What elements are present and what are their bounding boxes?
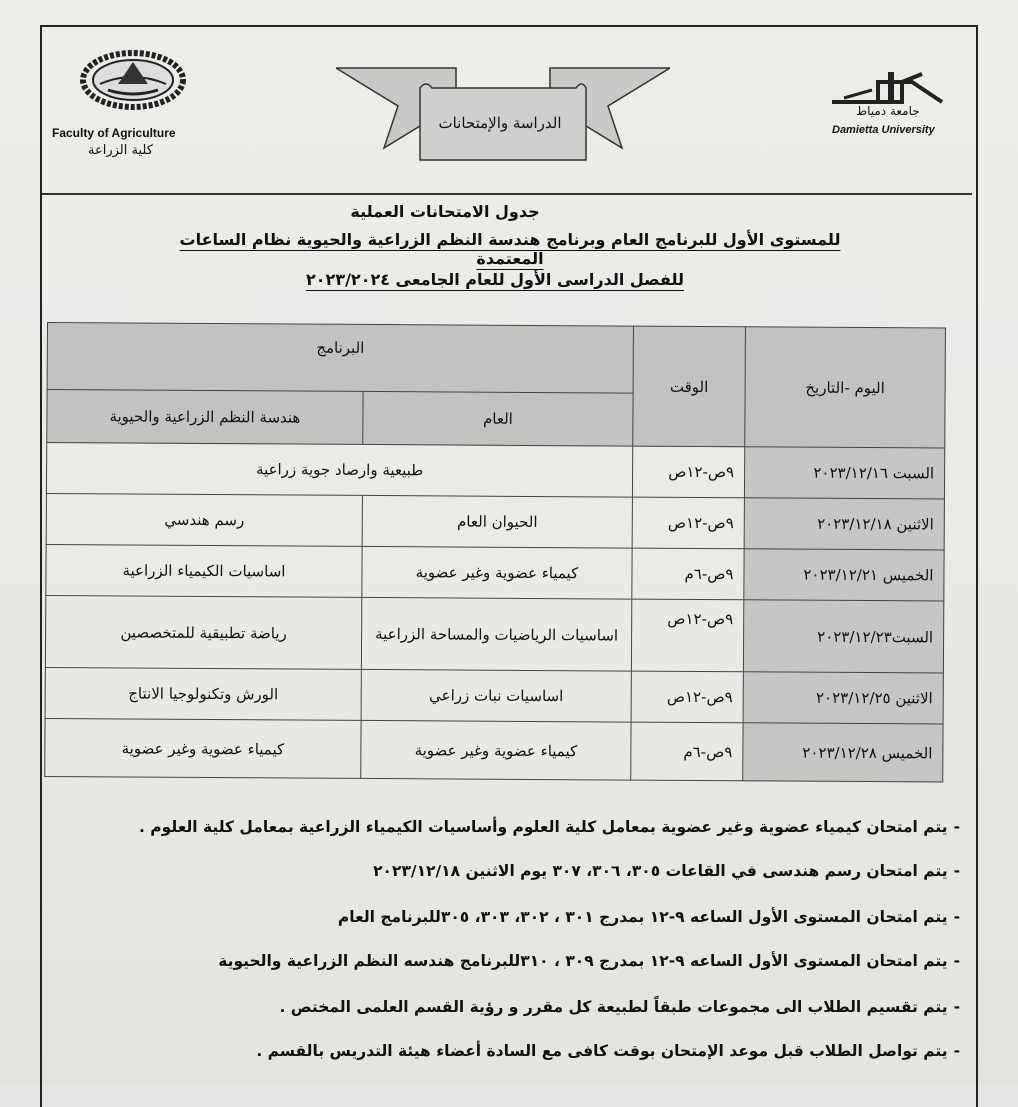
table-row	[46, 493, 944, 549]
note-item: -يتم امتحان المستوى الأول الساعه ٩-١٢ بمدرج ٣٠١ ، ٣٠٢، ٣٠٣، ٣٠٥للبرنامج العام	[337, 908, 960, 926]
date-cell: الخميس ٢٠٢٣/١٢/٢٨	[743, 723, 943, 782]
header-time: الوقت	[633, 326, 746, 447]
engineering-course-cell: اساسيات الكيمياء الزراعية	[46, 544, 362, 597]
header-divider	[42, 193, 972, 195]
note-item: -يتم تواصل الطلاب قبل موعد الإمتحان بوقت كافى مع السادة أعضاء هيئة التدريس بالقسم .	[256, 1042, 960, 1060]
university-name-en: Damietta University	[832, 124, 935, 136]
general-course-cell: اساسيات نبات زراعي	[361, 669, 631, 722]
general-course-cell: كيمياء عضوية وغير عضوية	[361, 720, 631, 780]
note-text: يتم امتحان رسم هندسى في القاعات ٣٠٥، ٣٠٦، ٣٠٧ يوم الاثنين ٢٠٢٣/١٢/١٨	[373, 862, 948, 880]
date-cell: السبت ٢٠٢٣/١٢/١٦	[744, 447, 944, 499]
time-cell: ٩ص-٦م	[632, 548, 744, 600]
engineering-course-cell: رسم هندسي	[46, 493, 362, 546]
schedule-subtitle: للمستوى الأول للبرنامج العام وبرنامج هندسة النظم الزراعية والحيوية نظام الساعات المعتمدة	[179, 230, 841, 268]
table-row	[45, 667, 943, 723]
note-item: -يتم امتحان رسم هندسى في القاعات ٣٠٥، ٣٠٦، ٣٠٧ يوم الاثنين ٢٠٢٣/١٢/١٨	[373, 862, 960, 880]
faculty-emblem-icon	[80, 50, 186, 110]
engineering-course-cell: رياضة تطبيقية للمتخصصين	[45, 595, 361, 669]
time-cell: ٩ص-١٢ص	[632, 497, 744, 549]
faculty-name-ar: كلية الزراعة	[88, 143, 153, 158]
general-course-cell: اساسيات الرياضيات والمساحة الزراعية	[361, 597, 631, 671]
combined-course-cell: طبيعية وارصاد جوية زراعية	[46, 443, 632, 498]
note-text: يتم تواصل الطلاب قبل موعد الإمتحان بوقت كافى مع السادة أعضاء هيئة التدريس بالقسم .	[256, 1042, 948, 1060]
time-cell: ٩ص-١٢ص	[631, 671, 743, 723]
table-row	[45, 718, 943, 781]
note-item: -يتم تقسيم الطلاب الى مجموعات طبقاً لطبيعة كل مقرر و رؤية القسم العلمى المختص .	[279, 998, 960, 1016]
header-date: اليوم -التاريخ	[745, 327, 946, 448]
date-cell: الخميس ٢٠٢٣/١٢/٢١	[744, 549, 944, 601]
note-item: -يتم امتحان كيمياء عضوية وغير عضوية بمعامل كلية العلوم وأساسيات الكيمياء الزراعية بمعامل كلية العلوم .	[139, 818, 960, 836]
note-item: -يتم امتحان المستوى الأول الساعه ٩-١٢ بمدرج ٣٠٩ ، ٣١٠للبرنامج هندسه النظم الزراعية والحيوية	[218, 952, 960, 970]
note-text: يتم امتحان كيمياء عضوية وغير عضوية بمعامل كلية العلوم وأساسيات الكيمياء الزراعية بمعامل كلية العلوم .	[139, 818, 948, 836]
general-course-cell: الحيوان العام	[362, 495, 632, 548]
engineering-course-cell: الورش وتكنولوجيا الانتاج	[45, 667, 361, 720]
time-cell: ٩ص-١٢ص	[632, 446, 744, 498]
note-text: يتم امتحان المستوى الأول الساعه ٩-١٢ بمدرج ٣٠٩ ، ٣١٠للبرنامج هندسه النظم الزراعية والحيوية	[218, 952, 948, 970]
date-cell: السبت٢٠٢٣/١٢/٢٣	[743, 600, 943, 673]
table-row	[46, 443, 944, 499]
date-cell: الاثنين ٢٠٢٣/١٢/٢٥	[743, 672, 943, 724]
header-program: البرنامج	[47, 323, 633, 394]
faculty-name-en: Faculty of Agriculture	[52, 126, 176, 140]
banner-title: الدراسة والإمتحانات	[438, 114, 562, 132]
university-name-ar: جامعة دمياط	[856, 104, 920, 118]
engineering-course-cell: كيمياء عضوية وغير عضوية	[45, 718, 361, 778]
table-row	[45, 595, 943, 672]
note-text: يتم امتحان المستوى الأول الساعه ٩-١٢ بمدرج ٣٠١ ، ٣٠٢، ٣٠٣، ٣٠٥للبرنامج العام	[337, 908, 948, 926]
table-row	[46, 544, 944, 600]
exam-schedule-table	[44, 322, 946, 782]
general-course-cell: كيمياء عضوية وغير عضوية	[362, 546, 632, 599]
note-text: يتم تقسيم الطلاب الى مجموعات طبقاً لطبيعة كل مقرر و رؤية القسم العلمى المختص .	[279, 998, 948, 1016]
time-cell: ٩ص-١٢ص	[631, 599, 743, 672]
time-cell: ٩ص-٦م	[631, 722, 743, 781]
header-general: العام	[363, 391, 633, 446]
schedule-term: للفصل الدراسى الأول للعام الجامعى ٢٠٢٣/٢٠٢٤	[306, 270, 684, 289]
schedule-title: جدول الامتحانات العملية	[350, 202, 540, 221]
header-engineering: هندسة النظم الزراعية والحيوية	[47, 390, 363, 445]
date-cell: الاثنين ٢٠٢٣/١٢/١٨	[744, 498, 944, 550]
